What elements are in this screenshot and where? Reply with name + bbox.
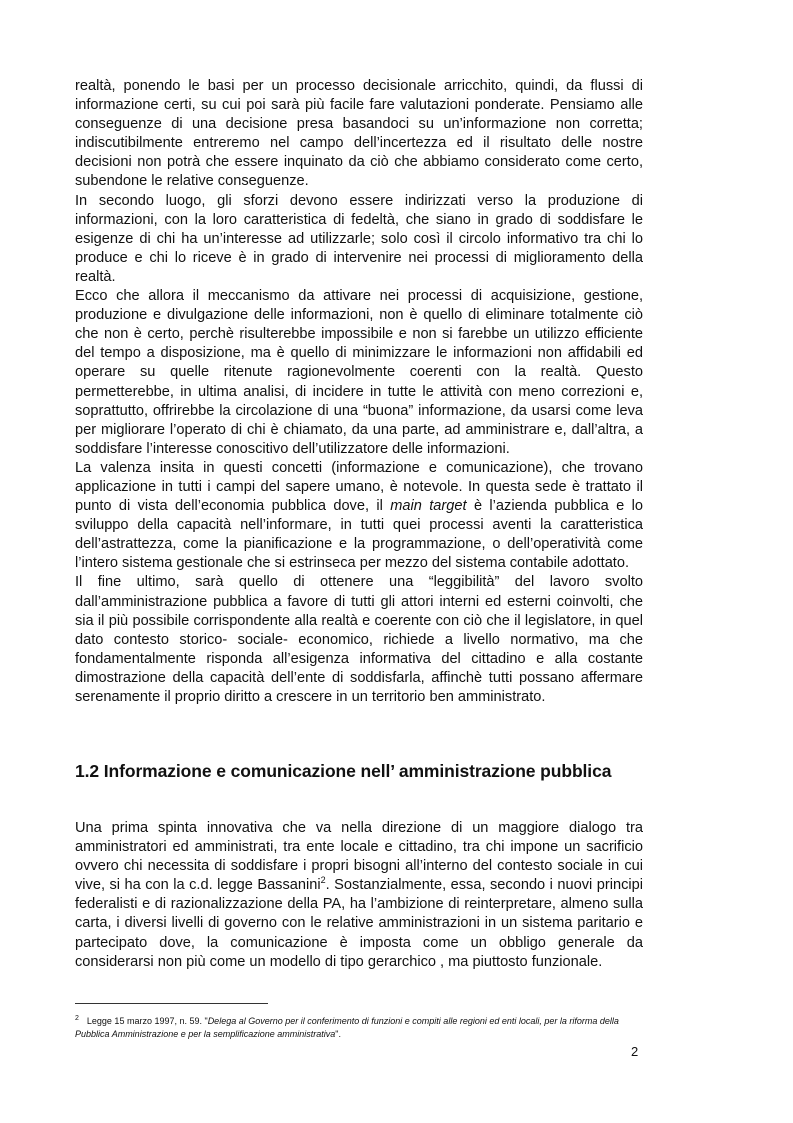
paragraph-text: La valenza insita in questi concetti (informazione e comunicazione), che trovano applicazione in tutti i campi del sapere umano, è notevole. In questa sede è trattato il punto di vista dell’economia pubblica dove, il <box>75 459 643 515</box>
footnote-text: ". <box>335 1029 341 1039</box>
paragraph <box>75 819 643 972</box>
paragraph-text: Una prima spinta innovativa che va nella direzione di un maggiore dialogo tra amministratori ed amministrati, tra ente locale e cittadino, tra chi impone un sacrificio ovvero chi necessita di soddisfare i propri bisogni all’interno del contesto sociale in cui vive, si ha con la c.d. legge Bassanini <box>75 820 643 894</box>
paragraph-text: . Sostanzialmente, essa, secondo i nuovi principi federalisti e di razionalizzazione della PA, ha l’ambizione di reinterpretare, almeno sulla carta, i diversi livelli di governo con le relative amministrazioni in un sistema paritario e partecipato dove, la comunicazione è imposta come un obbligo generale da considerarsi non più come un modello di tipo gerarchico , ma piuttosto funzionale. <box>75 877 644 970</box>
paragraph: In secondo luogo, gli sforzi devono essere indirizzati verso la produzione di informazioni, con la loro caratteristica di fedeltà, che siano in grado di soddisfare le esigenze di chi ha un’interesse ad utilizzarle; solo così il circolo informativo tra chi lo produce e chi lo riceve è in grado di intervenire nei processi di miglioramento della realtà. <box>75 192 643 285</box>
footnote-mark: 2 <box>75 1015 79 1022</box>
footnote-italic: Delega al Governo per il conferimento di funzioni e compiti alle regioni ed enti locali, per la riforma della Pubblica Amministrazione e per la semplificazione amministrativa <box>75 1016 619 1039</box>
footnote-separator <box>75 1003 268 1004</box>
section-heading: 1.2 Informazione e comunicazione nell’ amministrazione pubblica <box>75 761 612 781</box>
paragraph <box>75 459 643 574</box>
italic-term: main target <box>390 498 467 515</box>
footnote <box>75 1012 645 1041</box>
paragraph: Il fine ultimo, sarà quello di ottenere una “leggibilità” del lavoro svolto dall’amministrazione pubblica a favore di tutti gli attori interni ed esterni coinvolti, che sia il più possibile corrispondente alla realtà e coerente con ciò che il legislatore, in quel dato contesto storico- sociale- economico, richiede a livello normativo, ma che fondamentalmente risponda all’esigenza informativa del cittadino e alla costante dimostrazione della capacità dell’ente di soddisfarla, affinchè tutti possano affermare serenamente il proprio diritto a crescere in un territorio ben amministrato. <box>75 574 643 705</box>
section-body <box>75 77 643 707</box>
paragraph: Ecco che allora il meccanismo da attivare nei processi di acquisizione, gestione, produzione e divulgazione delle informazioni, non è quello di eliminare totalmente ciò che non è certo, perchè risulterebbe impossibile e non si farebbe un utilizzo efficiente del tempo a disposizione, ma è quello di minimizzare le informazioni non affidabili ed operare su quelle ritenute ragionevolmente coerenti con la realtà. Questo permetterebbe, in ultima analisi, di incidere in tutte le attività con meno correzioni e, soprattutto, offrirebbe la circolazione di una “buona” informazione, da usarsi come leva per migliorare l’operato di chi è chiamato, da una parte, ad amministrare e, dall’altra, a soddisfare l’interesse conoscitivo dell’utilizzatore delle informazioni. <box>75 288 643 457</box>
footnote-reference[interactable]: 2 <box>320 875 326 886</box>
paragraph: realtà, ponendo le basi per un processo decisionale arricchito, quindi, da flussi di informazione certi, su cui poi sarà più facile fare valutazioni ponderate. Pensiamo alle conseguenze di una decisione presa basandoci su un’informazione non corretta; indiscutibilmente entreremo nel campo dell’incertezza ed il risultato delle nostre decisioni non potrà che essere inquinato da ciò che abbiamo considerato come certo, subendone le relative conseguenze. <box>75 78 643 190</box>
page-number: 2 <box>631 1044 639 1059</box>
paragraph-text: è l’azienda pubblica e lo sviluppo della capacità nell’informare, in tutti quei processi aventi la caratteristica dell’astrattezza, come la pianificazione e la programmazione, o dell’operatività come l’intero sistema gestionale che si estrinseca per mezzo del sistema contabile adottato. <box>75 498 643 572</box>
section-body <box>75 819 643 972</box>
footnote-text: Legge 15 marzo 1997, n. 59. " <box>86 1016 208 1026</box>
